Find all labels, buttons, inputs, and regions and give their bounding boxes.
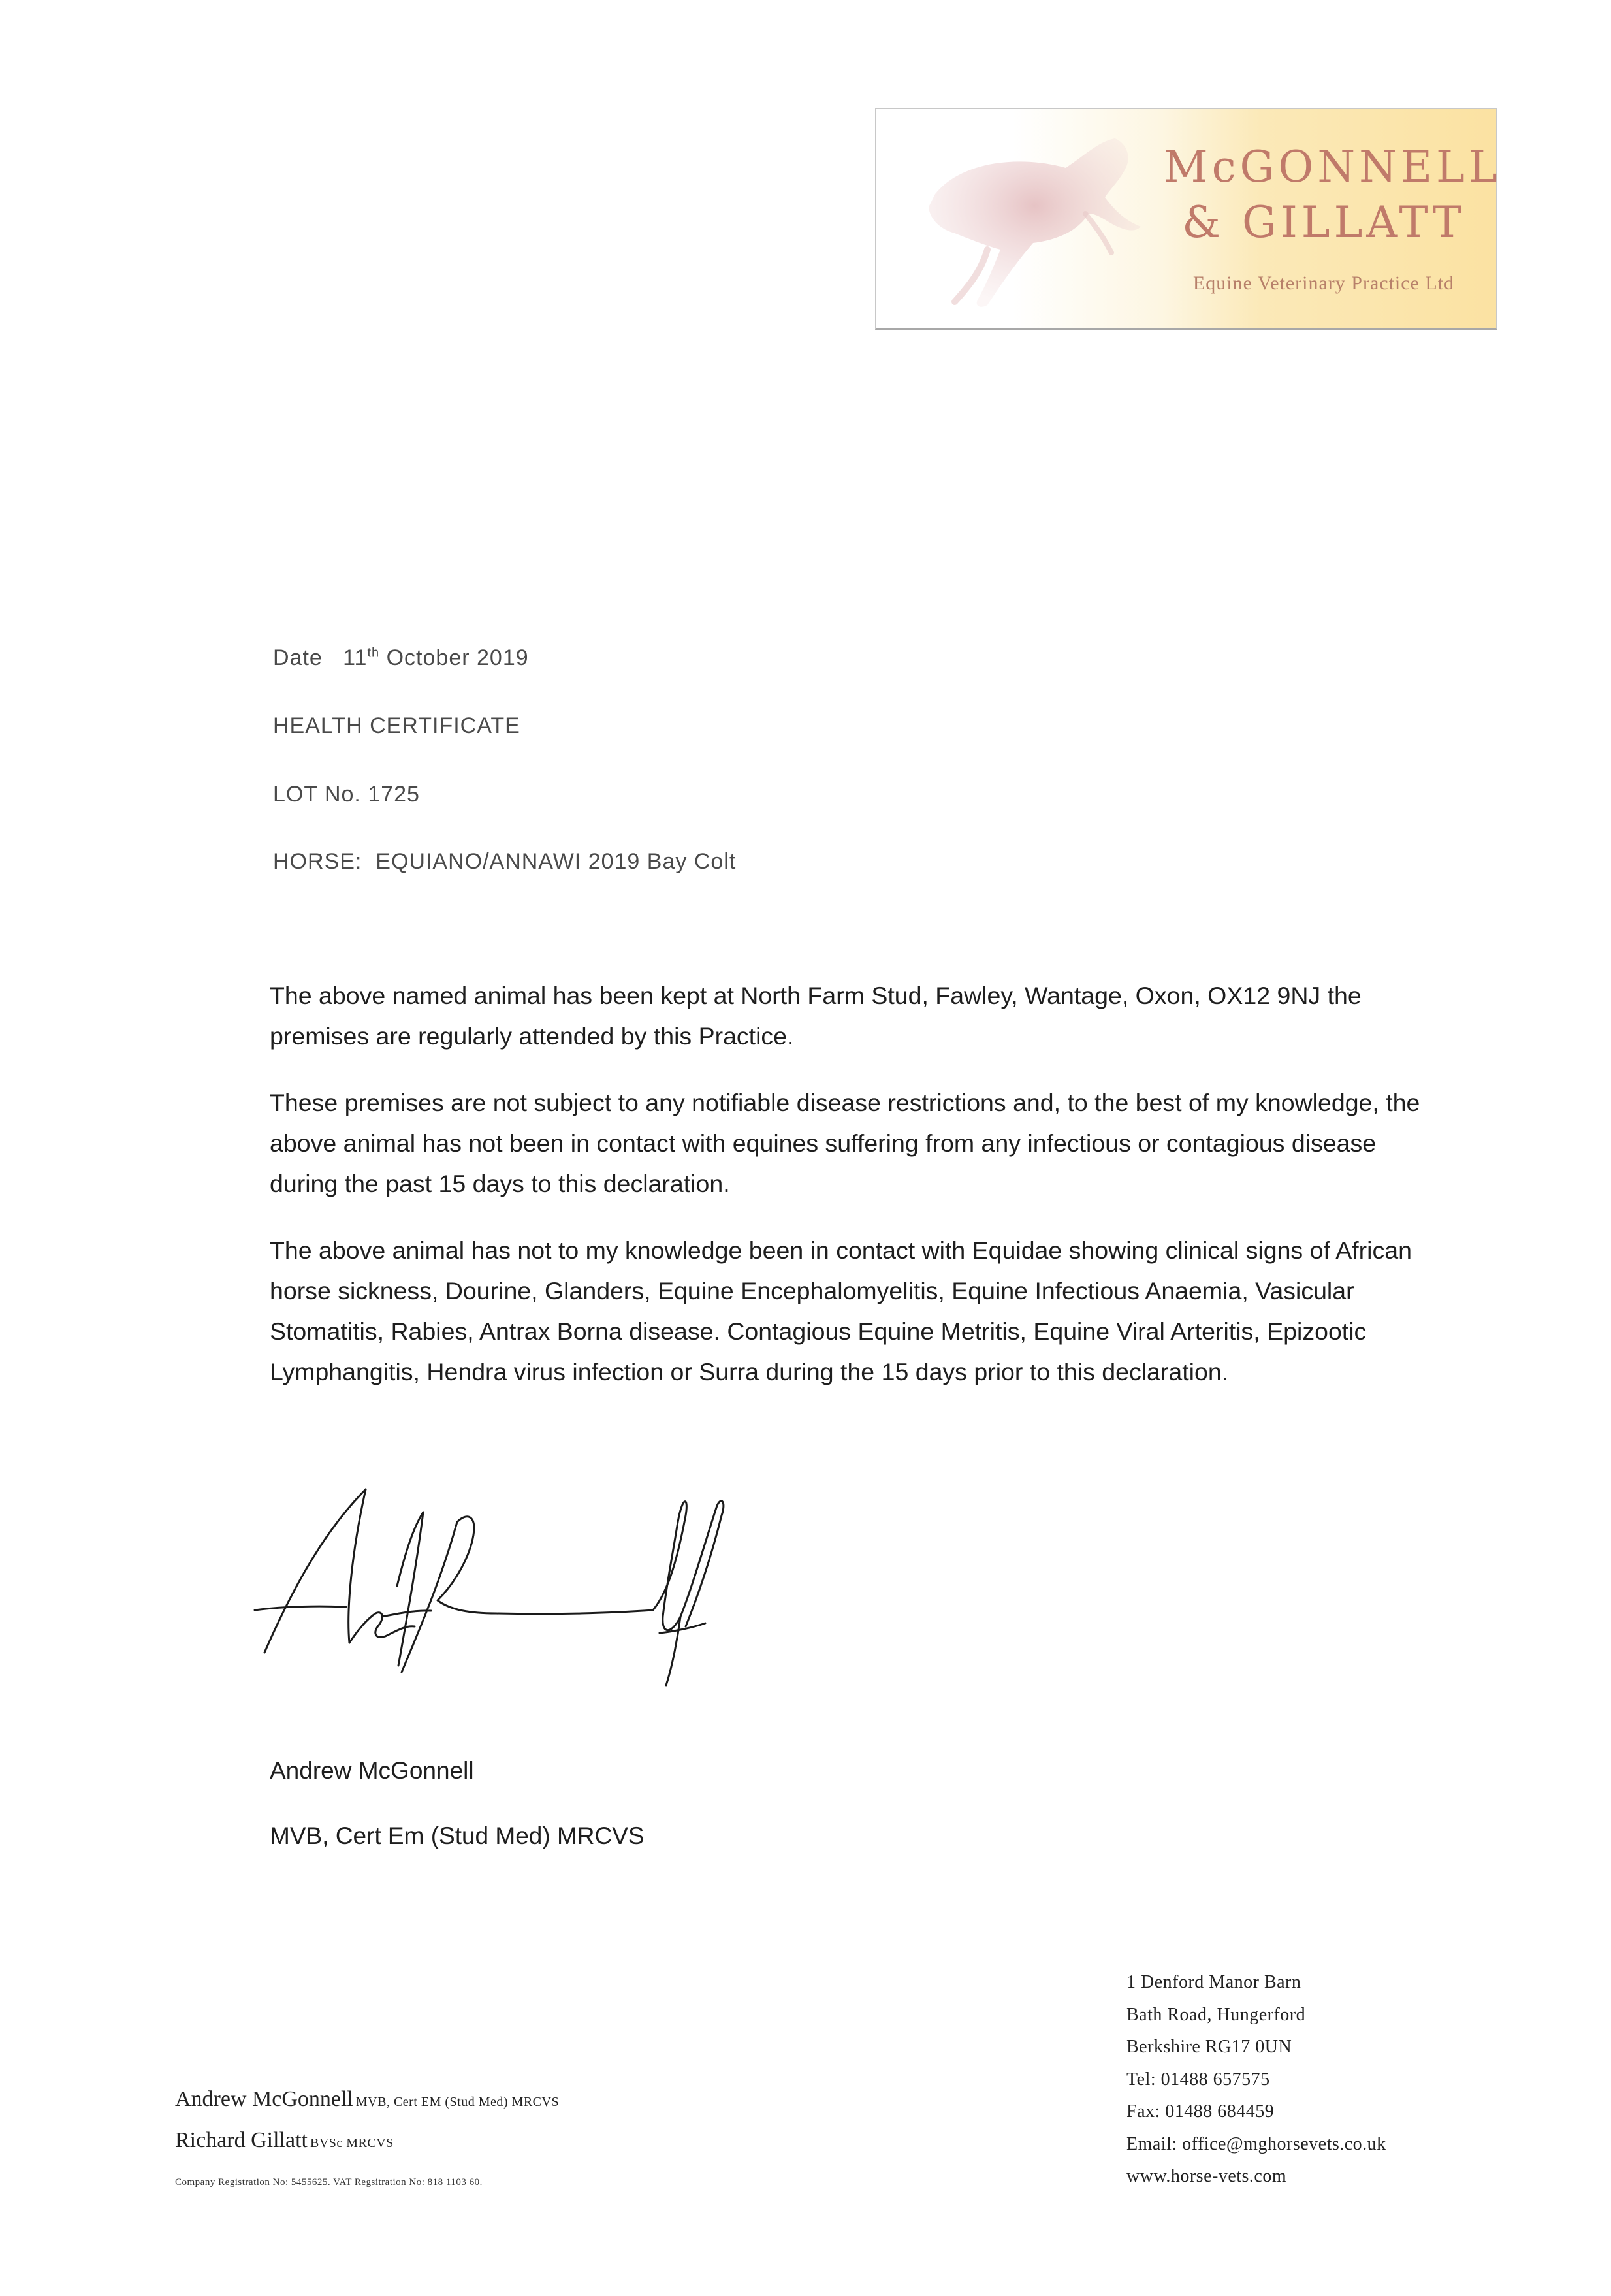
footer-partner-2 bbox=[175, 2128, 394, 2153]
horse-line bbox=[273, 849, 736, 875]
horse-icon bbox=[889, 116, 1151, 325]
paragraph-premises: The above named animal has been kept at North Farm Stud, Fawley, Wantage, Oxon, OX12 9NJ the premises are regularly attended by this Practice. bbox=[270, 982, 1362, 1050]
address-line: Bath Road, Hungerford bbox=[1126, 2004, 1306, 2025]
logo-subtitle: Equine Veterinary Practice Ltd bbox=[1192, 272, 1455, 294]
practice-address bbox=[1126, 1966, 1386, 2193]
paragraph-diseases: The above animal has not to my knowledge been in contact with Equidae showing clinical signs of African horse sickness, Dourine, Glanders, Equine Encephalomyelitis, Equine Infectious Anaemia, Vasicular Stomatitis, Rabies, Antrax Borna disease. Contagious Equine Metritis, Equine Viral Arteritis, Epizootic Lymphangitis, Hendra virus infection or Surra during the 15 days prior to this declaration. bbox=[270, 1237, 1412, 1385]
logo-line-1: McGONNELL bbox=[1164, 142, 1501, 192]
horse-label: HORSE: bbox=[273, 849, 362, 874]
date-suffix: th bbox=[367, 645, 380, 660]
logo-line-2: & GILLATT bbox=[1182, 197, 1465, 248]
footer-partner-1 bbox=[175, 2087, 559, 2112]
website-address: www.horse-vets.com bbox=[1126, 2166, 1287, 2186]
horse-value: EQUIANO/ANNAWI 2019 Bay Colt bbox=[375, 849, 737, 874]
date-rest: October 2019 bbox=[386, 645, 529, 670]
email-address: Email: office@mghorsevets.co.uk bbox=[1126, 2133, 1386, 2154]
signature-image bbox=[242, 1476, 829, 1724]
partner-2-name: Richard Gillatt bbox=[175, 2128, 308, 2152]
certificate-title: HEALTH CERTIFICATE bbox=[273, 713, 520, 738]
date-day: 11 bbox=[343, 645, 368, 670]
lot-line bbox=[273, 782, 420, 807]
signatory-name: Andrew McGonnell bbox=[270, 1757, 474, 1784]
phone-number: Tel: 01488 657575 bbox=[1126, 2069, 1270, 2090]
partner-1-credentials: MVB, Cert EM (Stud Med) MRCVS bbox=[355, 2095, 560, 2109]
signatory-credentials: MVB, Cert Em (Stud Med) MRCVS bbox=[270, 1822, 645, 1849]
letterhead-logo bbox=[875, 108, 1501, 330]
fax-number: Fax: 01488 684459 bbox=[1126, 2101, 1275, 2122]
address-line: 1 Denford Manor Barn bbox=[1126, 1972, 1301, 1992]
lot-label: LOT No. bbox=[273, 782, 361, 807]
partner-1-name: Andrew McGonnell bbox=[175, 2087, 353, 2111]
paragraph-restrictions: These premises are not subject to any notifiable disease restrictions and, to the best of my knowledge, the above animal has not been in contact with equines suffering from any infectious or contagious disease during the past 15 days to this declaration. bbox=[270, 1089, 1420, 1197]
address-line: Berkshire RG17 0UN bbox=[1126, 2037, 1292, 2057]
date-line bbox=[273, 645, 529, 671]
lot-number: 1725 bbox=[368, 782, 420, 807]
company-registration: Company Registration No: 5455625. VAT Regsitration No: 818 1103 60. bbox=[175, 2177, 483, 2188]
partner-2-credentials: BVSc MRCVS bbox=[310, 2136, 394, 2150]
date-label: Date bbox=[273, 645, 323, 670]
